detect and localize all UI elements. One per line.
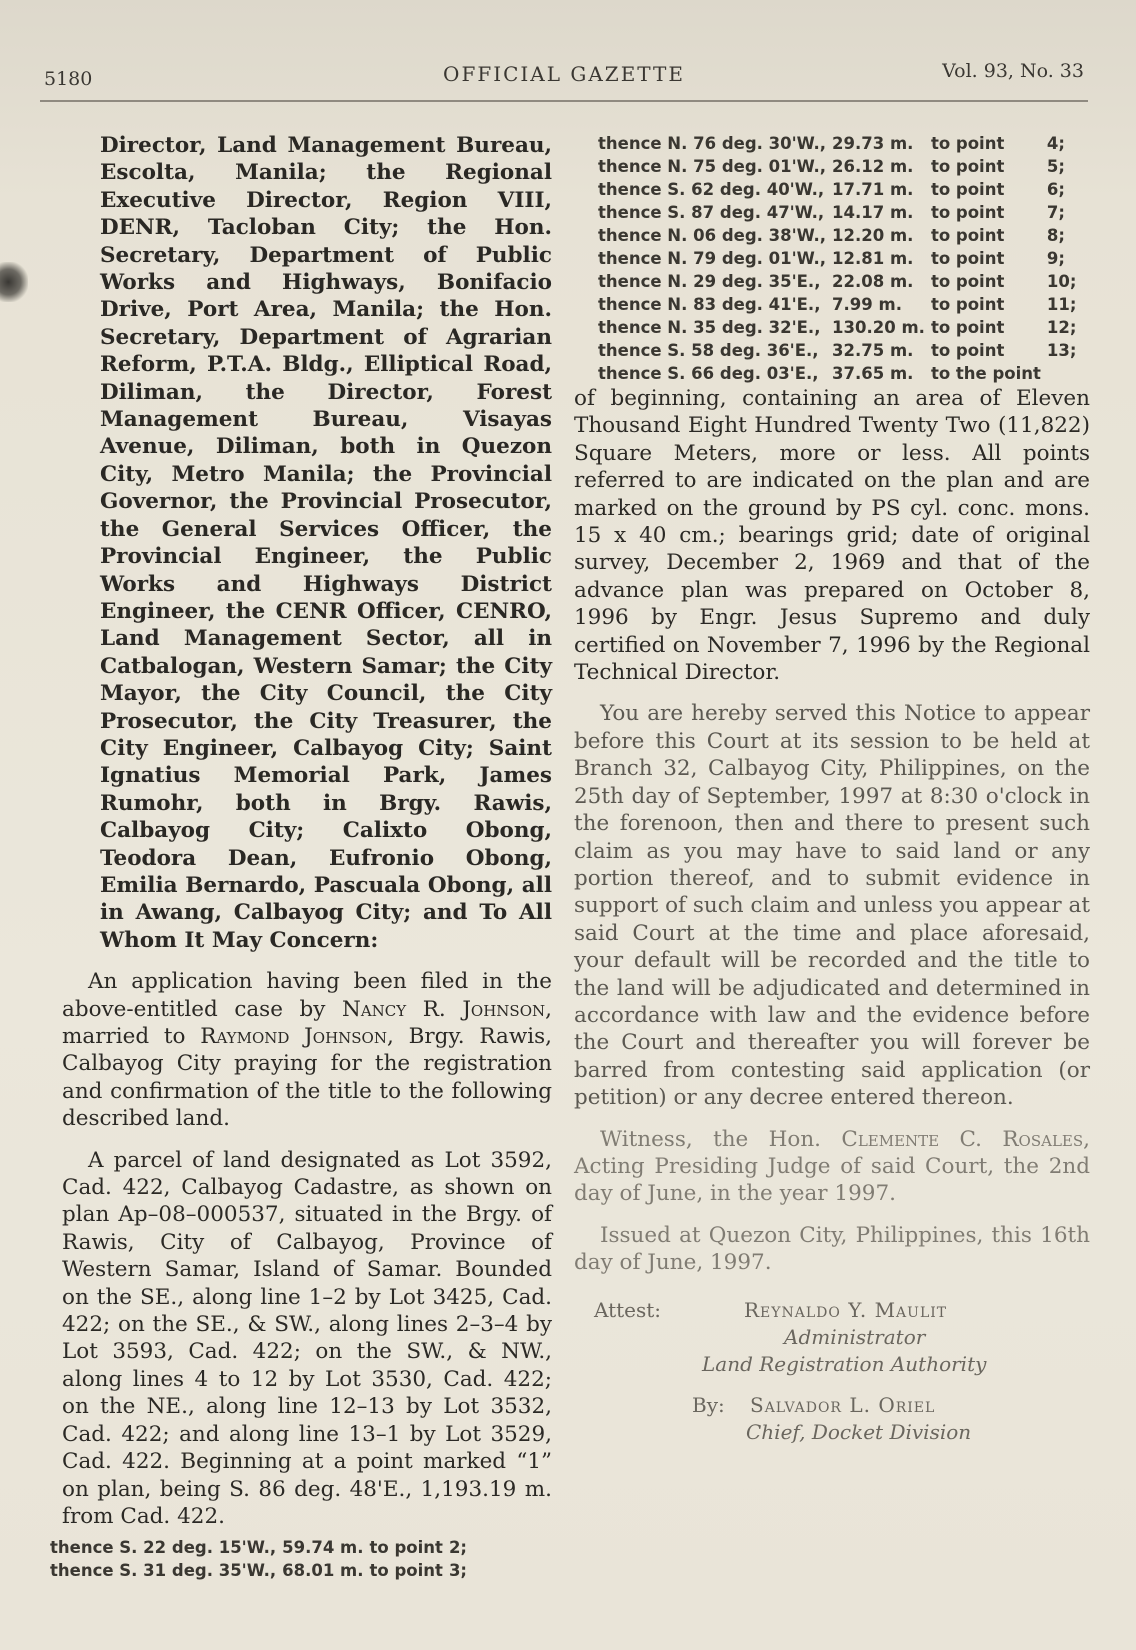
issued-paragraph: Issued at Quezon City, Philippines, this 16th day of June, 1997. bbox=[574, 1222, 1090, 1276]
area-and-survey-paragraph: of beginning, containing an area of Eleven Thousand Eight Hundred Twenty Two (11,822) Square Meters, more or less. All points referred to are indicated on the plan and are marked on the ground by PS cyl. conc. mons. 15 x 40 cm.; bearings grid; date of original survey, December 2, 1969 and that of the advance plan was prepared on October 8, 1996 by Engr. Jesus Supremo and duly certified on November 7, 1996 by the Regional Technical Director. bbox=[574, 386, 1090, 686]
bearing-row: thence S. 22 deg. 15'W., 59.74 m. to point 2; bbox=[50, 1538, 468, 1558]
bearing-row: thence N. 75 deg. 01'W., 26.12 m. to point 5; bbox=[598, 157, 1066, 176]
applicant-name: Nancy R. Johnson bbox=[342, 996, 546, 1022]
chief-name: Salvador L. Oriel bbox=[750, 1392, 936, 1417]
bearing-row: thence S. 66 deg. 03'E., 37.65 m. to the point bbox=[598, 364, 1041, 383]
spouse-name: Raymond Johnson bbox=[200, 1024, 387, 1049]
addressees-paragraph: Director, Land Management Bureau, Escolta, Manila; the Regional Executive Director, Region VIII, DENR, Tacloban City; the Hon. Secretary, Department of Public Works and Highways, Bonifacio Drive, Port Area, Manila; the Hon. Secretary, Department of Agrarian Reform, P.T.A. Bldg., Elliptical Road, Diliman, the Director, Forest Management Bureau, Visayas Avenue, Diliman, both in Quezon City, Metro Manila; the Provincial Governor, the Provincial Prosecutor, the General Services Officer, the Provincial Engineer, the Public Works and Highways District Engineer, the CENR Officer, CENRO, Land Management Sector, all in Catbalogan, Western Samar; the City Mayor, the City Council, the City Prosecutor, the City Treasurer, the City Engineer, Calbayog City; Saint Ignatius Memorial Park, James Rumohr, both in Brgy. Rawis, Calbayog City; Calixto Obong, Teodora Dean, Eufronio Obong, Emilia Bernardo, Pascuala Obong, all in Awang, Calbayog City; and To All Whom It May Concern: bbox=[100, 133, 552, 953]
header-rule bbox=[40, 100, 1088, 102]
application-paragraph: An application having been filed in the above-entitled case by Nancy R. Johnson, married to Raymond Johnson, Brgy. Rawis, Calbayog City praying for the registration and confirmation of the title to the following described land. bbox=[62, 969, 552, 1132]
administrator-name: Reynaldo Y. Maulit bbox=[744, 1297, 948, 1322]
left-column bbox=[50, 132, 552, 1582]
bearing-row: thence N. 29 deg. 35'E., 22.08 m. to point 10; bbox=[598, 272, 1077, 291]
signature-block bbox=[574, 1297, 1090, 1446]
bearing-row: thence N. 83 deg. 41'E., 7.99 m. to point 11; bbox=[598, 295, 1077, 314]
authority-name: Land Registration Authority bbox=[702, 1351, 987, 1376]
bearing-row: thence S. 31 deg. 35'W., 68.01 m. to point 3; bbox=[50, 1561, 468, 1581]
by-label: By: bbox=[692, 1392, 725, 1417]
judge-name: Clemente C. Rosales bbox=[841, 1126, 1084, 1152]
administrator-title: Administrator bbox=[784, 1324, 926, 1349]
bearing-row: thence N. 79 deg. 01'W., 12.81 m. to point 9; bbox=[598, 249, 1066, 268]
publication-title: OFFICIAL GAZETTE bbox=[443, 62, 685, 86]
chief-title: Chief, Docket Division bbox=[746, 1419, 972, 1444]
volume-number: Vol. 93, No. 33 bbox=[942, 60, 1084, 82]
bearing-row: thence S. 87 deg. 47'W., 14.17 m. to point 7; bbox=[598, 203, 1066, 222]
page-number: 5180 bbox=[44, 68, 93, 90]
bearing-row: thence N. 35 deg. 32'E., 130.20 m. to point 12; bbox=[598, 318, 1077, 337]
edge-smudge bbox=[0, 262, 28, 302]
bearing-row: thence N. 06 deg. 38'W., 12.20 m. to point 8; bbox=[598, 226, 1066, 245]
right-column bbox=[574, 132, 1090, 1446]
bearing-row: thence N. 76 deg. 30'W., 29.73 m. to point 4; bbox=[598, 134, 1066, 153]
bearing-row: thence S. 62 deg. 40'W., 17.71 m. to point 6; bbox=[598, 180, 1066, 199]
bearings-table-right bbox=[598, 132, 1082, 385]
notice-paragraph: You are hereby served this Notice to appear before this Court at its session to be held at Branch 32, Calbayog City, Philippines, on the 25th day of September, 1997 at 8:30 o'clock in the forenoon, then and there to present such claim as you may have to said land or any portion thereof, and to submit evidence in support of such claim and unless you appear at said Court at the time and place aforesaid, your default will be recorded and the title to the land will be adjudicated and determined in accordance with law and the evidence before the Court and thereafter you will forever be barred from contesting said application (or petition) or any decree entered thereon. bbox=[574, 701, 1090, 1111]
bearings-table-left bbox=[50, 1536, 473, 1582]
witness-paragraph: Witness, the Hon. Clemente C. Rosales, Acting Presiding Judge of said Court, the 2nd day of June, in the year 1997. bbox=[574, 1126, 1090, 1207]
parcel-description: A parcel of land designated as Lot 3592, Cad. 422, Calbayog Cadastre, as shown on plan Ap–08–000537, situated in the Brgy. of Rawis, City of Calbayog, Province of Western Samar, Island of Samar. Bounded on the SE., along line 1–2 by Lot 3425, Cad. 422; on the SE., & SW., along lines 2–3–4 by Lot 3593, Cad. 422; on the SW., & NW., along lines 4 to 12 by Lot 3530, Cad. 422; on the NE., along line 12–13 by Lot 3532, Cad. 422; and along line 13–1 by Lot 3529, Cad. 422. Beginning at a point marked “1” on plan, being S. 86 deg. 48'E., 1,193.19 m. from Cad. 422. bbox=[62, 1147, 552, 1529]
bearing-row: thence S. 58 deg. 36'E., 32.75 m. to point 13; bbox=[598, 341, 1077, 360]
attest-label: Attest: bbox=[594, 1297, 662, 1322]
page-header bbox=[44, 60, 1084, 100]
